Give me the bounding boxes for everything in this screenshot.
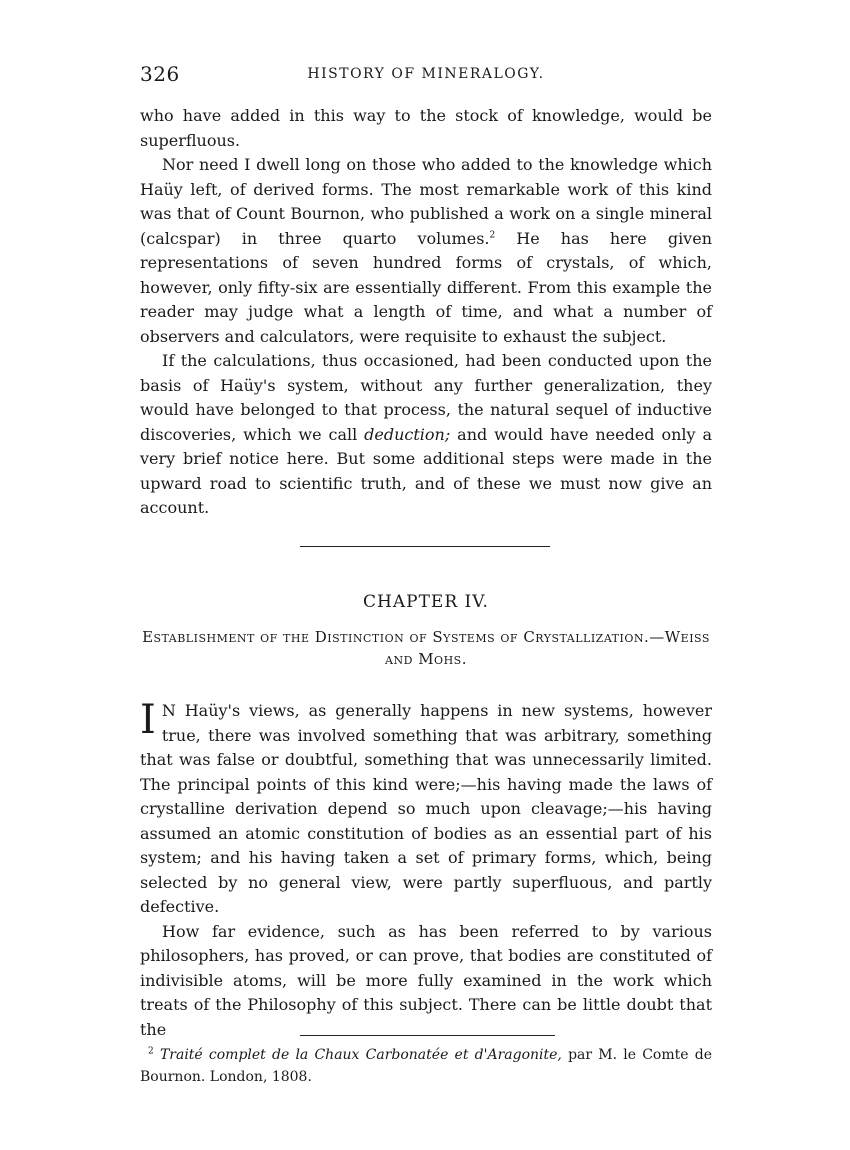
paragraph-text: Nor need I dwell long on those who added to the knowledge which Haüy left, of derived forms. The most remarkable work of this kind was that of Count Bournon, who published a work on a single mineral (calcspar) in three quarto volumes. xyxy=(140,155,712,248)
paragraph-text: N Haüy's views, as generally happens in new systems, however true, there was involved something that was arbitrary, something that was false or doubtful, something that was unnecessarily limited. The principal points of this kind were;—his having made the laws of crystalline derivation depend so much upon cleavage;—his having assumed an atomic constitution of bodies as an essential part of his system; and his having taken a set of primary forms, which, being selected by no general view, were partly superfluous, and partly defective. xyxy=(140,701,712,916)
footnote-separator xyxy=(300,1035,555,1036)
chapter-title: CHAPTER IV. xyxy=(363,592,489,612)
body-text-bottom xyxy=(140,699,712,1042)
drop-cap: I xyxy=(140,697,156,743)
paragraph-continuation: who have added in this way to the stock of knowledge, would be superfluous. xyxy=(140,106,712,150)
section-divider xyxy=(300,546,550,547)
italic-term: deduction; xyxy=(364,424,451,444)
footnote-reference[interactable]: 2 xyxy=(489,230,496,241)
paragraph-opening xyxy=(140,699,712,920)
chapter-subtitle: Establishment of the Distinction of Systems of Crystallization.—Weiss and Mohs. xyxy=(142,628,710,668)
running-head xyxy=(140,60,712,88)
footnote-marker: 2 xyxy=(148,1046,154,1057)
book-title: HISTORY OF MINERALOGY. xyxy=(307,66,545,82)
paragraph-text: and would have needed only a very brief notice here. But some additional steps were made in the upward road to scientific truth, and of these we must now give an account. xyxy=(140,424,713,517)
footnote xyxy=(140,1044,712,1088)
footnote-text: par M. le Comte de Bournon. London, 1808. xyxy=(140,1047,712,1085)
page-number: 326 xyxy=(140,62,180,86)
paragraph-calculations xyxy=(140,349,712,521)
footnote-book-title: Traité complet de la Chaux Carbonatée et d'Aragonite, xyxy=(159,1047,562,1063)
paragraph-bournon xyxy=(140,153,712,349)
paragraph-evidence: How far evidence, such as has been referred to by various philosophers, has proved, or can prove, that bodies are constituted of indivisible atoms, will be more fully examined in the work which treats of the Philosophy of this subject. There can be little doubt that the xyxy=(140,921,712,1039)
body-text-top xyxy=(140,104,712,521)
paragraph-text: He has here given representations of seven hundred forms of crystals, of which, however, only fifty-six are essentially different. From this example the reader may judge what a length of time, and what a number of observers and calculators, were requisite to exhaust the subject. xyxy=(140,228,712,346)
paragraph-text: If the calculations, thus occasioned, had been conducted upon the basis of Haüy's system, without any further generalization, they would have belonged to that process, the natural sequel of inductive discoveries, which we call xyxy=(140,351,712,444)
